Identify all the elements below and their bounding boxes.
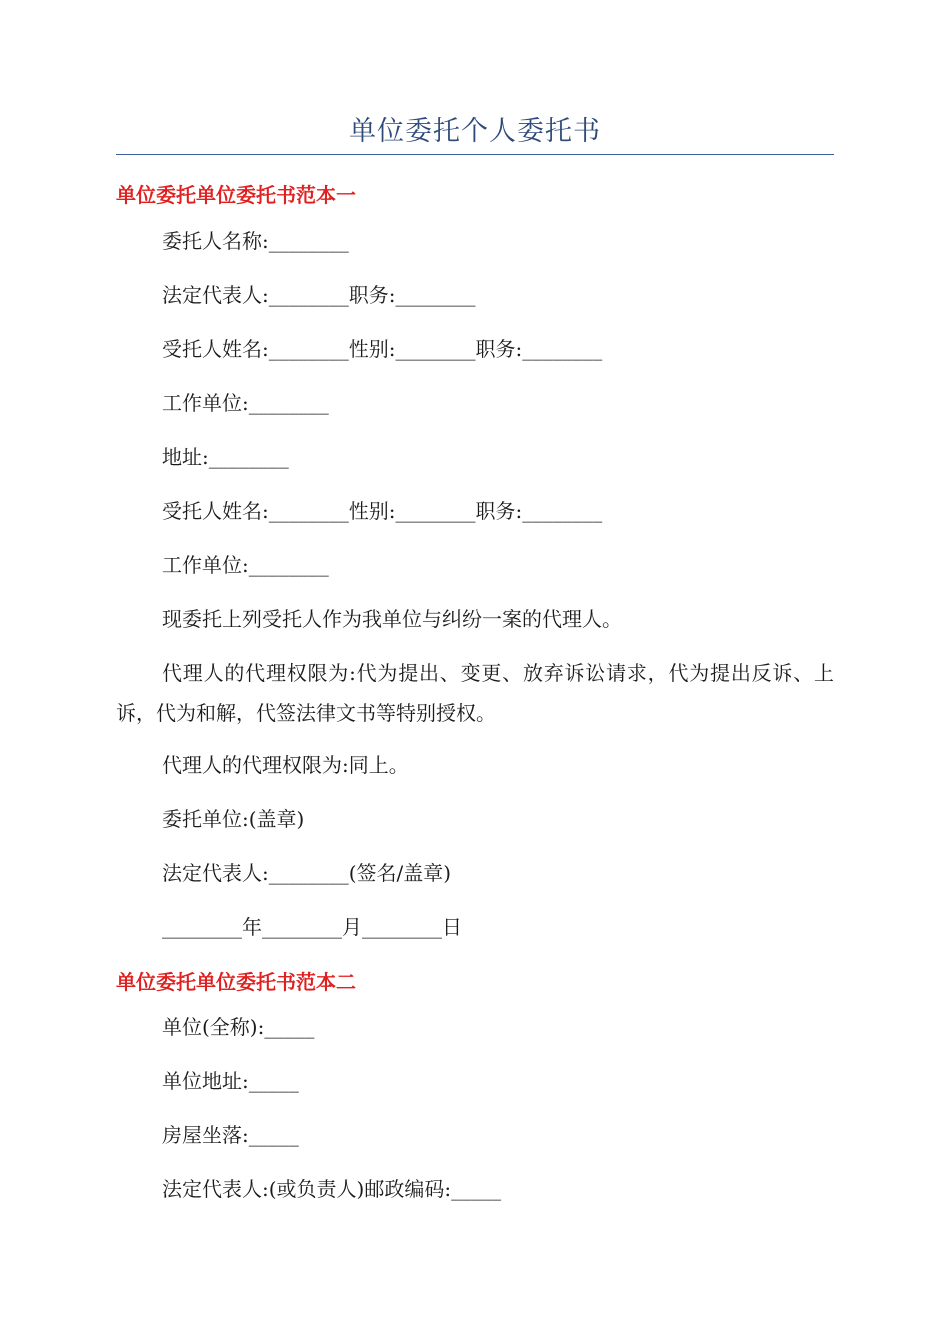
section-heading-1: 单位委托单位委托书范本一 bbox=[116, 183, 356, 207]
authority-same: 代理人的代理权限为:同上。 bbox=[162, 753, 409, 777]
field-date: ________年________月________日 bbox=[162, 915, 462, 939]
field-entrusting-unit-seal: 委托单位:(盖章) bbox=[162, 807, 305, 831]
field-work-unit-2: 工作单位:________ bbox=[162, 553, 329, 577]
field-unit-address: 单位地址:_____ bbox=[162, 1069, 299, 1093]
section-heading-2: 单位委托单位委托书范本二 bbox=[116, 970, 356, 994]
field-trustee-1: 受托人姓名:________性别:________职务:________ bbox=[162, 337, 603, 361]
field-legal-rep: 法定代表人:________职务:________ bbox=[162, 283, 476, 307]
delegation-statement: 现委托上列受托人作为我单位与纠纷一案的代理人。 bbox=[162, 607, 622, 631]
field-work-unit-1: 工作单位:________ bbox=[162, 391, 329, 415]
field-trustee-2: 受托人姓名:________性别:________职务:________ bbox=[162, 499, 603, 523]
title-underline bbox=[116, 154, 834, 155]
field-property-location: 房屋坐落:_____ bbox=[162, 1123, 299, 1147]
page-title: 单位委托个人委托书 bbox=[349, 116, 601, 147]
field-legal-rep-signature: 法定代表人:________(签名/盖章) bbox=[162, 861, 452, 885]
field-client-name: 委托人名称:________ bbox=[162, 229, 349, 253]
field-address: 地址:________ bbox=[162, 445, 289, 469]
field-unit-full-name: 单位(全称):_____ bbox=[162, 1015, 315, 1039]
authority-paragraph: 代理人的代理权限为:代为提出、变更、放弃诉讼请求，代为提出反诉、上诉，代为和解，代签法律文书等特别授权。 bbox=[116, 661, 834, 725]
field-legal-rep-postcode: 法定代表人:(或负责人)邮政编码:_____ bbox=[162, 1177, 502, 1201]
